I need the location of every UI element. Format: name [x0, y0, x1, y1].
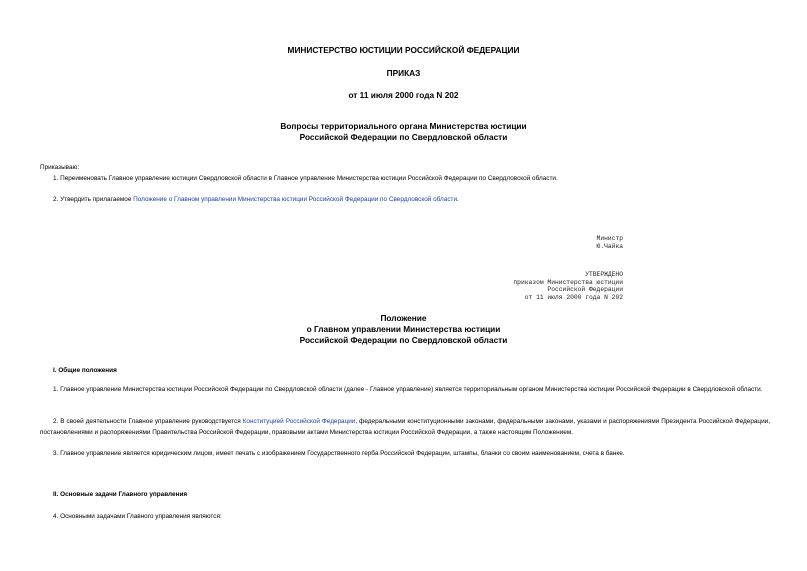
- approval-line-4: от 11 июля 2000 года N 202: [524, 293, 623, 301]
- approval-line-2: приказом Министерства юстиции: [513, 278, 623, 286]
- order-date-number: от 11 июля 2000 года N 202: [348, 90, 459, 100]
- section-1-paragraph-3: 3. Главное управление является юридическим лицом, имеет печать с изображением Государственного герба Российской Федерации, штампы, бланки со своим наименованием, счета в банке.: [53, 450, 625, 457]
- doc-type-heading: ПРИКАЗ: [386, 68, 421, 78]
- section-2-paragraph-4: 4. Основными задачами Главного управления являются:: [53, 513, 222, 520]
- order-item-2-prefix: 2. Утвердить прилагаемое: [53, 196, 134, 203]
- paragraph-2-suffix: , федеральными конституционными законами, федеральными законами, указами и распоряжениями Президента Российской Федерации, постановлениями и распоряжениями Правительства Российской Федерации, правовыми актами Министерства юстиции Российской Федерации, а также настоящим Положением.: [40, 418, 770, 436]
- section-1-paragraph-1: 1. Главное управление Министерства юстиции Российской Федерации по Свердловской области (далее - Главное управление) является территориальным органом Министерства юстиции Российской Федерации в Свердловской области.: [53, 386, 763, 393]
- regulation-title-line-3: Российской Федерации по Свердловской области: [299, 335, 508, 345]
- signature-name: Ю.Чайка: [596, 242, 623, 250]
- regulation-title-line-2: о Главном управлении Министерства юстиции: [306, 324, 501, 334]
- regulation-title-line-1: Положение: [380, 313, 427, 323]
- order-item-2-suffix: .: [457, 196, 459, 203]
- paragraph-2-prefix: 2. В своей деятельности Главное управление руководствуется: [53, 418, 243, 425]
- order-intro: Приказываю:: [40, 164, 80, 171]
- constitution-link[interactable]: Конституцией Российской Федерации: [242, 418, 356, 425]
- signature-role: Министр: [596, 235, 623, 242]
- order-item-1: 1. Переименовать Главное управление юстиции Свердловской области в Главное управление Министерства юстиции Российской Федерации по Свердловской области.: [53, 175, 558, 182]
- ministry-heading: МИНИСТЕРСТВО ЮСТИЦИИ РОССИЙСКОЙ ФЕДЕРАЦИИ: [287, 45, 520, 55]
- order-title-line-1: Вопросы территориального органа Министерства юстиции: [280, 121, 527, 131]
- section-1-paragraph-2: [40, 416, 770, 438]
- regulation-link[interactable]: Положение о Главном управлении Министерства юстиции Российской Федерации по Свердловской области: [133, 196, 458, 203]
- section-2-heading: II. Основные задачи Главного управления: [53, 491, 188, 498]
- order-title-line-2: Российской Федерации по Свердловской области: [299, 132, 508, 142]
- section-1-heading: I. Общие положения: [53, 367, 117, 374]
- order-item-2: [53, 195, 459, 204]
- approval-line-1: УТВЕРЖДЕНО: [585, 271, 623, 278]
- approval-line-3: Российской Федерации: [547, 286, 623, 293]
